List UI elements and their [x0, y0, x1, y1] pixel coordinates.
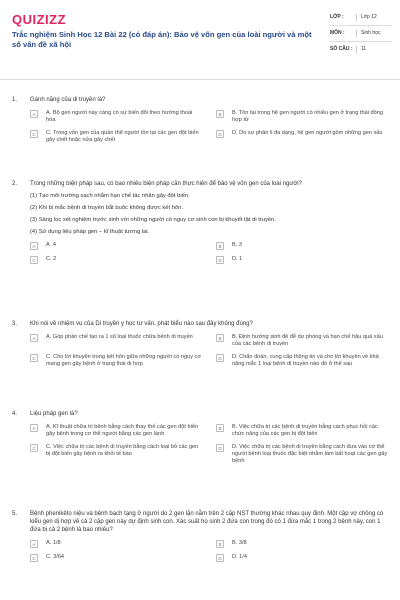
option-c[interactable]: [30, 256, 202, 264]
option-d[interactable]: [216, 256, 388, 264]
meta-divider: [330, 25, 392, 26]
question-text: Khi nói về nhiệm vụ của Di truyền y học tư vấn, phát biểu nào sau đây không đúng?: [30, 321, 253, 327]
option-text: C. 2: [46, 256, 57, 262]
question-number: 1.: [12, 97, 18, 103]
option-c[interactable]: [30, 444, 202, 465]
option-c[interactable]: [30, 130, 202, 144]
option-key-box[interactable]: A: [30, 110, 38, 118]
question-4: [12, 410, 388, 465]
meta-count-value: 11: [356, 46, 392, 53]
question-text: Trong những biện pháp sau, có bao nhiêu biện pháp cần thực hiện để bảo vệ vốn gen của loài người?: [30, 181, 302, 187]
option-key-box[interactable]: D: [216, 130, 224, 138]
statement-2: (2) Khi bị mắc bệnh di truyền bắt buộc không được kết hôn.: [30, 205, 184, 211]
meta-count: [330, 46, 392, 53]
option-c[interactable]: [30, 554, 202, 562]
option-key-box[interactable]: B: [216, 424, 224, 432]
question-text: Gánh nặng của di truyền là?: [30, 97, 106, 103]
question-3: [12, 320, 388, 368]
quizizz-logo: QUIZIZZ: [12, 12, 67, 27]
question-number: 3.: [12, 321, 18, 327]
option-a[interactable]: [30, 110, 202, 124]
meta-divider: [330, 41, 392, 42]
option-b[interactable]: [216, 110, 388, 124]
option-text: C. Cho lời khuyên trong kết hôn giữa những người có nguy cơ mang gen gây bệnh ở trạng thái dị hợp: [46, 354, 202, 367]
answer-options: [30, 242, 388, 264]
option-text: B. 3: [232, 242, 242, 248]
option-text: D. Do sự phân li đa dạng, hệ gen người gồm những gen xấu: [232, 130, 383, 136]
option-a[interactable]: [30, 424, 202, 438]
option-key-box[interactable]: C: [30, 130, 38, 138]
option-text: A. Kĩ thuật chữa trị bệnh bằng cách thay thế các gen đột biến gây bệnh trong cơ thể người bằng các gen lành: [46, 424, 199, 437]
question-number: 2.: [12, 181, 18, 187]
worksheet-header: [0, 0, 400, 80]
option-b[interactable]: [216, 540, 388, 548]
option-text: C. Trong vốn gen của quần thể người tồn tại các gen đột biến gây chết hoặc nửa gây chết: [46, 130, 199, 143]
option-text: A. Góp phần chế tạo ra 1 số loại thuốc chữa bệnh di truyền: [46, 334, 193, 340]
option-b[interactable]: [216, 334, 388, 348]
option-text: B. Việc chữa trị các bệnh di truyền bằng cách phục hồi các chức năng của các gen bị đột biến: [232, 424, 378, 437]
option-b[interactable]: [216, 242, 388, 250]
statement-4: (4) Sử dụng liệu pháp gen – kĩ thuật tương lai.: [30, 229, 150, 235]
worksheet-title: Trắc nghiệm Sinh Học 12 Bài 22 (có đáp án): Bảo vệ vốn gen của loài người và một số vấn đề xã hội: [12, 30, 312, 49]
meta-grade: [330, 14, 392, 21]
option-a[interactable]: [30, 334, 202, 348]
meta-count-label: SỐ CÂU :: [330, 46, 353, 52]
statement-3: (3) Sàng lọc xét nghiệm trước sinh với những người có nguy cơ sinh con bị khuyết tật di truyền.: [30, 217, 276, 223]
option-key-box[interactable]: B: [216, 110, 224, 118]
option-text: B. Định hướng sinh đẻ để dự phòng và hạn chế hậu quả xấu của các bệnh di truyền: [232, 334, 383, 347]
option-key-box[interactable]: A: [30, 242, 38, 250]
option-key-box[interactable]: D: [216, 256, 224, 264]
question-5: [12, 510, 388, 562]
option-text: A. 4: [46, 242, 56, 248]
option-text: C. 3/64: [46, 554, 65, 560]
question-number: 5.: [12, 511, 18, 517]
option-key-box[interactable]: D: [216, 554, 224, 562]
answer-options: [30, 110, 388, 144]
option-key-box[interactable]: A: [30, 540, 38, 548]
option-key-box[interactable]: D: [216, 354, 224, 362]
option-text: D. 1/4: [232, 554, 247, 560]
option-b[interactable]: [216, 424, 388, 438]
option-c[interactable]: [30, 354, 202, 368]
meta-subject-value: Sinh học: [356, 30, 392, 37]
question-1: [12, 96, 388, 144]
option-a[interactable]: [30, 242, 202, 250]
meta-subject: [330, 30, 392, 37]
option-text: D. Việc chữa trị các bệnh di truyền bằng cách đưa vào cơ thể người bệnh loại thuốc đặc biệt nhằm làm bất hoạt các gen gây bệnh: [232, 444, 388, 464]
option-text: D. 1: [232, 256, 243, 262]
option-key-box[interactable]: D: [216, 444, 224, 452]
option-key-box[interactable]: C: [30, 554, 38, 562]
option-key-box[interactable]: A: [30, 424, 38, 432]
question-text: Liệu pháp gen là?: [30, 411, 78, 417]
option-text: A. Bộ gen người này càng có sự biến đổi theo hướng thoái hóa: [46, 110, 193, 123]
option-key-box[interactable]: C: [30, 444, 38, 452]
meta-subject-label: MÔN :: [330, 30, 345, 36]
meta-grade-value: Lớp 12: [356, 14, 392, 21]
option-d[interactable]: [216, 354, 388, 368]
option-text: D. Chẩn đoán, cung cấp thông tin và cho lời khuyên về khả năng mắc 1 loại bệnh di truyền nào đó ở thế sau: [232, 354, 379, 367]
question-number: 4.: [12, 411, 18, 417]
answer-options: [30, 540, 388, 562]
option-key-box[interactable]: B: [216, 540, 224, 548]
option-key-box[interactable]: B: [216, 334, 224, 342]
option-a[interactable]: [30, 540, 202, 548]
statement-1: (1) Tạo môi trường sạch nhằm hạn chế tác nhân gây đột biến.: [30, 193, 190, 199]
option-d[interactable]: [216, 554, 388, 562]
option-d[interactable]: [216, 444, 388, 465]
answer-options: [30, 424, 388, 465]
option-text: C. Việc chữa trị các bệnh di truyền bằng cách loại bỏ các gen bị đột biến gây bệnh ra khỏi tế bào: [46, 444, 199, 457]
option-key-box[interactable]: C: [30, 354, 38, 362]
option-d[interactable]: [216, 130, 388, 144]
option-key-box[interactable]: C: [30, 256, 38, 264]
question-2: [12, 180, 388, 264]
option-text: A. 1/8: [46, 540, 61, 546]
option-key-box[interactable]: A: [30, 334, 38, 342]
option-text: B. Tồn tại trong hệ gen người có nhiều gen ở trạng thái đồng hợp tử: [232, 110, 383, 123]
question-text: Bệnh phenikêto niệu và bệnh bạch tạng ở người do 2 gen lặn nằm trên 2 cặp NST thường khác nhau quy định. Một cặp vợ chồng có kiểu gen dị hợp về cả 2 cặp gen này dự định sinh con. Xác suất họ sinh 2 đứa con trong đó có 1 đứa mắc 1 trong 2 bệnh này, con 1 đứa bị cả 2 bệnh là bao nhiêu?: [30, 511, 384, 533]
answer-options: [30, 334, 388, 368]
meta-grade-label: LỚP :: [330, 14, 344, 20]
option-text: B. 3/8: [232, 540, 247, 546]
worksheet-meta: [330, 14, 392, 57]
option-key-box[interactable]: B: [216, 242, 224, 250]
